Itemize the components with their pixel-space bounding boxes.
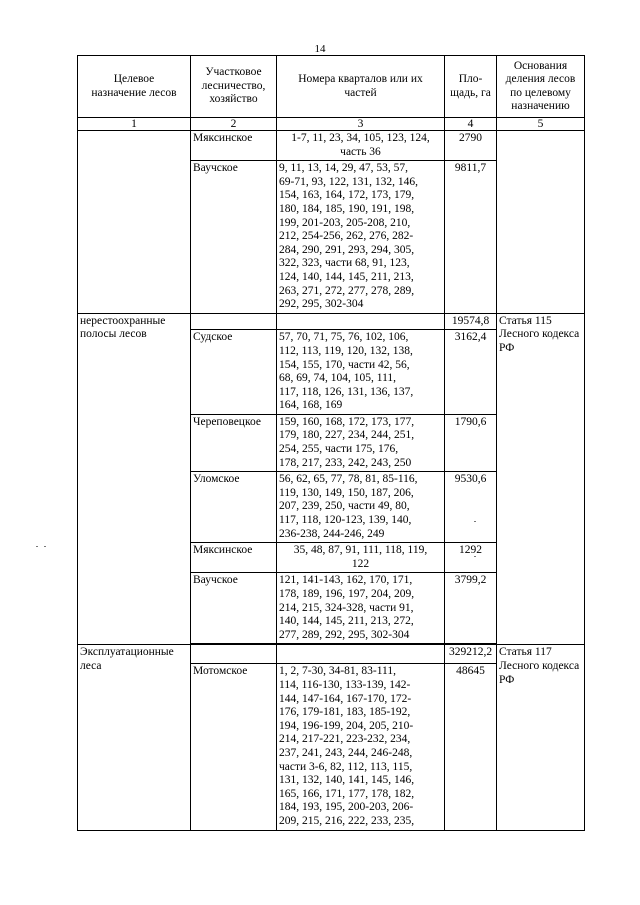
basis-cell: Статья 115 Лесного кодекса РФ (497, 313, 585, 645)
forest-purpose-table (77, 55, 585, 831)
column-number-row (78, 118, 585, 131)
forestry-cell (191, 313, 277, 330)
quarters-cell: 9, 11, 13, 14, 29, 47, 53, 57, 69-71, 93, 122, 131, 132, 146, 154, 163, 164, 172, 173, 179, 180, 184, 185, 190, 191, 198, 199, 201-203, 205-208, 210, 212, 254-256, 262, 276, 282- 284, 290, 291, 293, 294, 305, 322, 323, части 68, 91, 123, 124, 140, 144, 145, 211, 213, 263, 271, 272, 277, 278, 289, 292, 295, 302-304 (277, 161, 445, 314)
quarters-cell: 35, 48, 87, 91, 111, 118, 119, 122 (277, 543, 445, 573)
forestry-cell (191, 645, 277, 664)
forestry-cell: Мяксинское (191, 131, 277, 161)
page-number: 14 (314, 43, 326, 55)
quarters-cell (277, 313, 445, 330)
table-header-row (78, 56, 585, 118)
area-cell: 1790,6 (445, 414, 497, 471)
purpose-cell (78, 131, 191, 314)
quarters-cell: 1, 2, 7-30, 34-81, 83-111, 114, 116-130, 133-139, 142- 144, 147-164, 167-170, 172- 176, 179-181, 183, 185-192, 194, 196-199, 204, 205, 210- 214, 217-221, 223-232, 234, 237, 241, 243, 244, 246-248, части 3-6, 82, 112, 113, 115, 131, 132, 140, 141, 145, 146, 165, 166, 171, 177, 178, 182, 184, 193, 195, 200-203, 206- 209, 215, 216, 222, 233, 235, (277, 664, 445, 830)
column-number: 5 (497, 118, 585, 131)
quarters-cell: 1-7, 11, 23, 34, 105, 123, 124, часть 36 (277, 131, 445, 161)
header-forestry: Участковое лесничество, хозяйство (191, 56, 277, 118)
area-cell: 9530,6 (445, 472, 497, 543)
header-basis: Основания деления лесов по целевому назначению (497, 56, 585, 118)
forestry-cell: Мяксинское (191, 543, 277, 573)
table-row (78, 645, 585, 664)
header-quarters: Номера кварталов или их частей (277, 56, 445, 118)
area-cell: 1292 (445, 543, 497, 573)
column-number: 1 (78, 118, 191, 131)
quarters-cell (277, 645, 445, 664)
column-number: 4 (445, 118, 497, 131)
forestry-cell: Мотомское (191, 664, 277, 830)
forestry-cell: Ваучское (191, 161, 277, 314)
header-purpose: Целевое назначение лесов (78, 56, 191, 118)
area-cell: 2790 (445, 131, 497, 161)
purpose-cell: нерестоохранные полосы лесов (78, 313, 191, 645)
scan-speck (474, 556, 476, 557)
area-cell: 19574,8 (445, 313, 497, 330)
table-row (78, 131, 585, 161)
quarters-cell: 57, 70, 71, 75, 76, 102, 106, 112, 113, 119, 120, 132, 138, 154, 155, 170, части 42, 56, 68, 69, 74, 104, 105, 111, 117, 118, 126, 131, 136, 137, 164, 168, 169 (277, 330, 445, 415)
basis-cell: Статья 117 Лесного кодекса РФ (497, 645, 585, 830)
area-cell: 3162,4 (445, 330, 497, 415)
column-number: 2 (191, 118, 277, 131)
area-cell: 329212,2 (445, 645, 497, 664)
scan-speck (474, 521, 476, 522)
header-area: Пло- щадь, га (445, 56, 497, 118)
area-cell: 48645 (445, 664, 497, 830)
table-row (78, 313, 585, 330)
forestry-cell: Череповецкое (191, 414, 277, 471)
quarters-cell: 159, 160, 168, 172, 173, 177, 179, 180, 227, 234, 244, 251, 254, 255, части 175, 176, 178, 217, 233, 242, 243, 250 (277, 414, 445, 471)
forestry-cell: Судское (191, 330, 277, 415)
column-number: 3 (277, 118, 445, 131)
quarters-cell: 121, 141-143, 162, 170, 171, 178, 189, 196, 197, 204, 209, 214, 215, 324-328, части 91, 140, 144, 145, 211, 213, 272, 277, 289, 292, 295, 302-304 (277, 573, 445, 644)
scan-speck (44, 546, 46, 547)
area-cell: 9811,7 (445, 161, 497, 314)
scan-speck (36, 546, 38, 547)
basis-cell (497, 131, 585, 314)
purpose-cell: Эксплуатационные леса (78, 645, 191, 830)
quarters-cell: 56, 62, 65, 77, 78, 81, 85-116, 119, 130, 149, 150, 187, 206, 207, 239, 250, части 49, 80, 117, 118, 120-123, 139, 140, 236-238, 244-246, 249 (277, 472, 445, 543)
forestry-cell: Уломское (191, 472, 277, 543)
forestry-cell: Ваучское (191, 573, 277, 644)
area-cell: 3799,2 (445, 573, 497, 644)
